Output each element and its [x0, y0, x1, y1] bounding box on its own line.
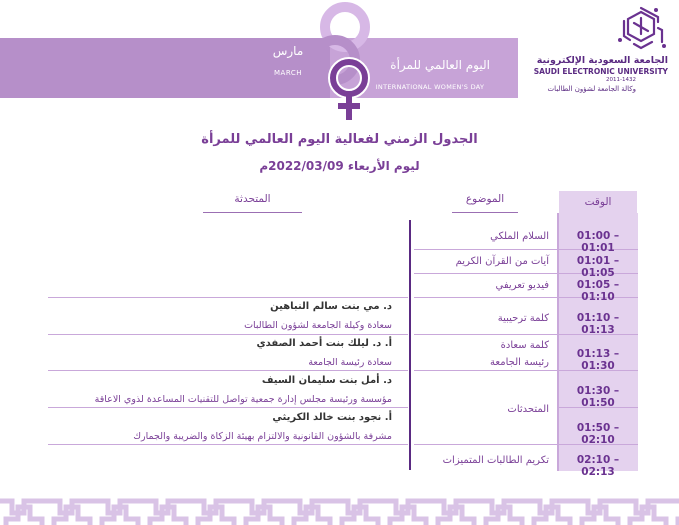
time-cell: 01:10 – 01:13 [576, 312, 620, 336]
time-cell: 01:05 – 01:10 [576, 279, 620, 303]
speaker-name: د. مي بنت سالم النباهين [270, 301, 392, 312]
university-department: وكالة الجامعة لشؤون الطالبات [547, 85, 636, 93]
university-name-arabic: الجامعة السعودية الإلكترونية [536, 55, 668, 66]
topic-cell: تكريم الطالبات المتميزات [442, 455, 549, 466]
university-name-english: SAUDI ELECTRONIC UNIVERSITY [533, 67, 668, 76]
university-logo-icon [612, 6, 670, 54]
month-arabic: مارس [272, 44, 304, 58]
time-cell: 01:00 – 01:01 [576, 230, 620, 254]
time-cell: 01:50 – 02:10 [576, 422, 620, 446]
column-header-time: الوقت [559, 191, 637, 213]
speaker-name: أ. د. ليلك بنت أحمد الصفدي [256, 338, 392, 349]
event-title-arabic: اليوم العالمي للمرأة [390, 58, 490, 72]
time-cell: 02:10 – 02:13 [576, 454, 620, 478]
topic-cell: آيات من القرآن الكريم [455, 256, 549, 267]
university-founding-year: 2011-1432 [606, 77, 636, 83]
speaker-divider [48, 370, 408, 371]
speaker-role: مؤسسة ورئيسة مجلس إدارة جمعية تواصل للتقنيات المساعدة لذوي الاعاقة [94, 394, 392, 405]
speaker-name: أ. نجود بنت خالد الكريثي [272, 412, 392, 423]
speaker-role: سعادة وكيلة الجامعة لشؤون الطالبات [244, 320, 392, 331]
speaker-divider [48, 444, 408, 445]
speaker-role: مشرفة بالشؤون القانونية والالتزام بهيئة الزكاة والضريبة والجمارك [133, 431, 392, 442]
speaker-divider [48, 297, 408, 298]
footer-pattern [0, 497, 679, 525]
column-header-topic: الموضوع [452, 191, 518, 213]
speaker-name: د. أمل بنت سليمان السيف [261, 375, 392, 386]
event-title-english: INTERNATIONAL WOMEN'S DAY [375, 83, 485, 91]
time-cell: 01:13 – 01:30 [576, 348, 620, 372]
event-date: ليوم الأربعاء 2022/03/09م [259, 159, 420, 173]
venus-symbol-icon [305, 0, 380, 122]
time-cell: 01:01 – 01:05 [576, 255, 620, 279]
topic-cell: المتحدثات [507, 404, 549, 415]
speaker-role: سعادة رئيسة الجامعة [308, 357, 392, 368]
page-title: الجدول الزمني لفعالية اليوم العالمي للمرأة [201, 132, 478, 147]
column-header-speaker: المتحدثة [203, 191, 302, 213]
topic-cell: كلمة سعادة رئيسة الجامعة [490, 340, 549, 368]
time-cell: 01:30 – 01:50 [576, 385, 620, 409]
topic-cell: فيديو تعريفي [495, 280, 549, 291]
topic-cell: كلمة ترحيبية [497, 313, 549, 324]
topic-cell: السلام الملكي [490, 231, 549, 242]
month-english: MARCH [274, 69, 302, 77]
topic-column-divider [409, 220, 411, 470]
speaker-divider [48, 334, 408, 335]
speaker-divider [48, 407, 408, 408]
